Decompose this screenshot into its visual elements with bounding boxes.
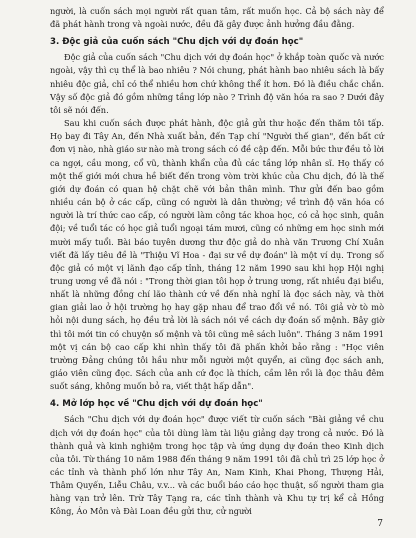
section-heading-3: 3. Độc giả của cuốn sách "Chu dịch với dự đoán học" [50, 37, 304, 48]
section-heading-4: 4. Mở lớp học về "Chu dịch với dự đoán học" [50, 399, 263, 410]
page-number: 7 [377, 519, 383, 529]
paragraph-intro-continuation: người, là cuốn sách mọi người rất quan tâm, rất muốn học. Cả bộ sách này để đã phát hành trong và ngoài nước, đều đã gây được ảnh hưởng đầu đằng. [50, 6, 384, 30]
paragraph-readers-overview: Độc giả của cuốn sách "Chu dịch với dự đoán học" ở khắp toàn quốc và nước ngoài, vậy thì cụ thể là bao nhiêu ? Nói chung, phát hành bao nhiêu sách là bấy nhiêu độc giả, chỉ có thể nhiều hơn chứ không thể ít hơn. Đó là điều chắc chắn. Vậy số độc giả đó gồm những tầng lớp nào ? Trình độ văn hóa ra sao ? Dưới đây tôi sẽ nói đến. [50, 52, 384, 115]
paragraph-classes: Sách "Chu dịch với dự đoán học" được viết từ cuốn sách "Bài giảng về chu dịch với dự đoán học" của tôi dùng làm tài liệu giảng dạy trong cả nước. Đó là thành quả và kinh nghiệm trong học tập và ứng dụng dự đoán theo Kinh dịch của tôi. Từ tháng 10 năm 1988 đến tháng 9 năm 1991 tôi đã chủ trì 25 lớp học ở các tỉnh và thành phố lớn như Tây An, Nam Kinh, Khai Phong, Thượng Hải, Thâm Quyến, Liễu Châu, v.v... và các buổi báo cáo học thuật, số người tham gia hàng vạn trở lên. Trừ Tây Tạng ra, các tỉnh thành và Khu tự trị kể cả Hồng Kông, Áo Môn và Đài Loan đều gửi thư, cử người [50, 414, 384, 517]
paragraph-reader-letters: Sau khi cuốn sách được phát hành, độc giả gửi thư hoặc đến thăm tôi tấp. Họ bay đi Tây An, đến Nhà xuất bản, đến Tạp chí "Người thế gian", đến bất cứ đơn vị nào, nhà giáo sư nào mà trong sách có đề cập đến. Mỗi bức thư đều tỏ lời ca ngợi, cầu mong, cổ vũ, thành khẩn của đủ các tầng lớp nhân sĩ. Họ thấy có một thế giới mới chưa hề biết đến trong vòm trời khúc của Chu dịch, đó là thế giới dự đoán có quan hệ chặt chẽ với bản thân mình. Thư gửi đến bao gồm nhiều cán bộ ở các cấp, cũng có người là dân thường; về trình độ văn hóa có người là trí thức cao cấp, có người làm công tác khoa học, có cả học sinh, quân đội; về tuổi tác có học giả tuổi ngoại tám mươi, cũng có những em học sinh mới mười mấy tuổi. Bài báo tuyên dương thư độc giả do nhà văn Trương Chí Xuân viết đã lấy tiêu đề là "Thiệu Vĩ Hoa - đại sư về dự đoán" là một ví dụ. Trong số độc giả có một vị lãnh đạo cấp tỉnh, tháng 12 năm 1990 sau khi họp Hội nghị trung ương về đã nói : "Trong thời gian tôi họp ở trung ương, rất nhiều đại biểu, nhất là những đồng chí lão thành cứ về đến nhà nghỉ là đọc sách này, và thời gian giải lao ở hội trường họ hay gặp nhau để trao đổi về nó. Tôi giả vờ tò mò hỏi nội dung sách, họ đều trả lời là sách nói về cách dự đoán số mệnh. Bây giờ thì tôi mới tin có chuyện số mệnh và tôi cũng mê sách luôn". Tháng 3 năm 1991 một vị cán bộ cao cấp khi nhìn thấy tôi đã phấn khởi bảo rằng : "Học viên trường Đảng chúng tôi hầu như mỗi người một quyển, ai cũng đọc sách anh, giáo viên cũng đọc. Sách của anh cứ đọc là thích, cầm lên rồi là đọc thâu đêm suốt sáng, không muốn bỏ ra, viết thật hấp dẫn". [50, 118, 384, 392]
